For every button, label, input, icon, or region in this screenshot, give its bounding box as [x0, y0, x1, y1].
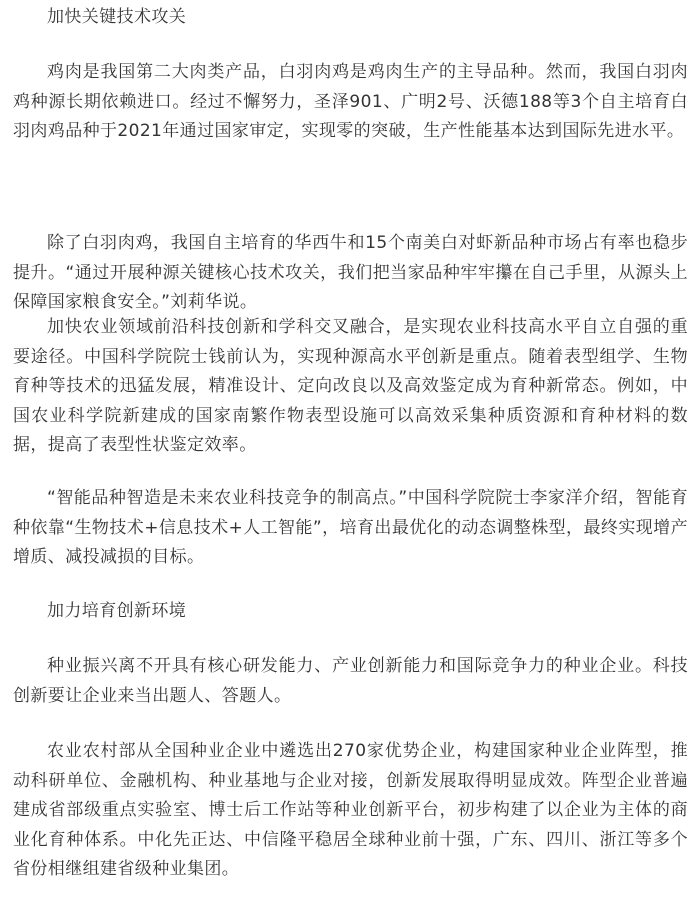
paragraph-smart-breeding: “智能品种智造是未来农业科技竞争的制高点。”中国科学院院士李家洋介绍，智能育种依靠“生物技术+信息技术+人工智能”，培育出最优化的动态调整株型，最终实现增产增质、减投减损的目标。: [13, 488, 688, 567]
paragraph-seed-enterprises: 种业振兴离不开具有核心研发能力、产业创新能力和国际竞争力的种业企业。科技创新要让企业来当出题人、答题人。: [13, 656, 688, 706]
paragraph-enterprise-formation: 农业农村部从全国种业企业中遴选出270家优势企业，构建国家种业企业阵型，推动科研单位、金融机构、种业基地与企业对接，创新发展取得明显成效。阵型企业普遍建成省部级重点实验室、博士后工作站等种业创新平台，初步构建了以企业为主体的商业化育种体系。中化先正达、中信隆平稳居全球种业前十强，广东、四川、浙江等多个省份相继组建省级种业集团。: [13, 741, 688, 879]
section-heading-innovation-environment: 加力培育创新环境: [47, 601, 187, 621]
paragraph-huaxi-cattle-shrimp: 除了白羽肉鸡，我国自主培育的华西牛和15个南美白对虾新品种市场占有率也稳步提升。“通过开展种源关键核心技术攻关，我们把当家品种牢牢攥在自己手里，从源头上保障国家粮食安全。”刘莉华说。: [13, 233, 688, 312]
paragraph-frontier-innovation: 加快农业领域前沿科技创新和学科交叉融合，是实现农业科技高水平自立自强的重要途径。中国科学院院士钱前认为，实现种源高水平创新是重点。随着表型组学、生物育种等技术的迅猛发展，精准设计、定向改良以及高效鉴定成为育种新常态。例如，中国农业科学院新建成的国家南繁作物表型设施可以高效采集种质资源和育种材料的数据，提高了表型性状鉴定效率。: [13, 317, 688, 455]
paragraph-white-feather-broiler: 鸡肉是我国第二大肉类产品，白羽肉鸡是鸡肉生产的主导品种。然而，我国白羽肉鸡种源长期依赖进口。经过不懈努力，圣泽901、广明2号、沃德188等3个自主培育白羽肉鸡品种于2021年通过国家审定，实现零的突破，生产性能基本达到国际先进水平。: [13, 62, 688, 141]
section-heading-tech-breakthrough: 加快关键技术攻关: [47, 7, 187, 27]
